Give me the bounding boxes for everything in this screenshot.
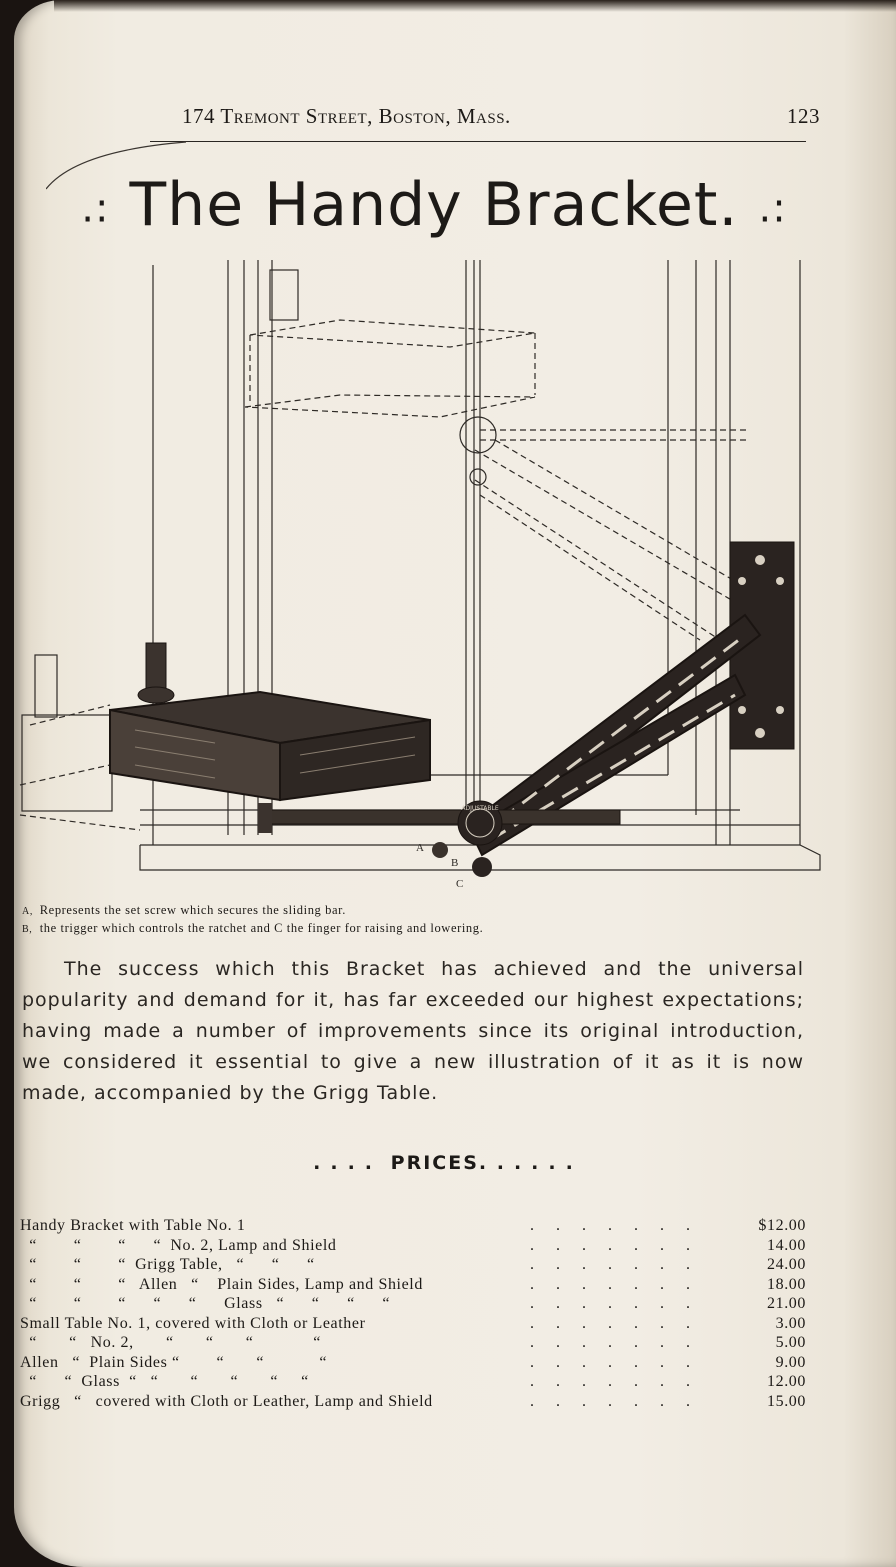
price-row [20,1333,810,1353]
page-edge-shadow [54,0,896,12]
heading-dots-right: ..... [496,1152,583,1174]
price-description: “ “ “ Grigg Table, “ “ “ [20,1256,315,1273]
price-row [20,1353,810,1373]
prices-heading-text: PRICES. [390,1152,489,1174]
title-ornament-right: .: [758,185,787,232]
price-row [20,1294,810,1314]
dot-leader: ....... [530,1217,712,1234]
price-row [20,1372,810,1392]
price-value: 12.00 [767,1373,806,1390]
dot-leader: ....... [530,1314,712,1332]
page-title [34,160,834,250]
heading-dots-left: .... [313,1152,383,1174]
page-number: 123 [787,104,820,128]
knob-text: ADJUSTABLE [461,805,499,812]
body-paragraph [22,954,804,1109]
price-description: Grigg “ covered with Cloth or Leather, Lamp and Shield [20,1392,433,1410]
dot-leader: ....... [530,1295,712,1312]
price-description: “ “ “ “ No. 2, Lamp and Shield [20,1236,337,1254]
price-value: 14.00 [767,1236,806,1254]
header-address: 174 Tremont Street, Boston, Mass. [182,104,511,128]
bracket-engraving [0,255,896,895]
running-header [164,100,824,136]
price-row [20,1275,810,1295]
dot-leader: ....... [530,1392,712,1410]
price-value: $12.00 [758,1217,806,1234]
caption-text: the trigger which controls the ratchet and C the finger for raising and lowering. [39,921,484,935]
caption-line [22,920,842,938]
price-description: “ “ “ Allen “ Plain Sides, Lamp and Shield [20,1275,423,1293]
price-value: 18.00 [767,1275,806,1293]
bracket-illustration [0,255,896,895]
price-description: “ “ “ “ “ Glass “ “ “ “ [20,1295,391,1312]
dot-leader: ....... [530,1275,712,1293]
price-value: 15.00 [767,1392,806,1410]
caption-line [22,902,842,920]
price-value: 3.00 [775,1314,806,1332]
title-ornament-left: .: [81,185,110,232]
price-value: 21.00 [767,1295,806,1312]
price-row [20,1216,810,1236]
price-description: Allen “ Plain Sides “ “ “ “ [20,1353,328,1371]
dot-leader: ....... [530,1334,712,1351]
caption-key: B, [22,924,33,935]
price-value: 5.00 [775,1334,806,1351]
prices-heading [0,1152,896,1174]
price-row [20,1236,810,1256]
dot-leader: ....... [530,1373,712,1390]
title-text: The Handy Bracket. [129,170,739,240]
price-value: 24.00 [767,1256,806,1273]
price-description: Handy Bracket with Table No. 1 [20,1217,246,1234]
price-description: Small Table No. 1, covered with Cloth or Leather [20,1314,366,1332]
price-description: “ “ No. 2, “ “ “ “ [20,1334,321,1351]
price-description: “ “ Glass “ “ “ “ “ “ [20,1373,309,1390]
dot-leader: ....... [530,1236,712,1254]
label-a: A [416,842,424,854]
illustration-caption [22,902,842,938]
price-value: 9.00 [775,1353,806,1371]
price-row [20,1255,810,1275]
dot-leader: ....... [530,1256,712,1273]
caption-text: Represents the set screw which secures the sliding bar. [39,903,346,917]
price-list [20,1216,810,1411]
caption-key: A, [22,906,33,917]
header-rule [150,141,806,142]
price-row [20,1314,810,1334]
label-b: B [451,857,459,869]
price-row [20,1392,810,1412]
label-c: C [456,878,464,890]
body-paragraph-text: The success which this Bracket has achieved and the universal popularity and demand for it, has far exceeded our highest expectations; having made a number of improvements since its original introduction, we considered it essential to give a new illustration of it as it is now made, accompanied by the Grigg Table. [22,958,804,1104]
dot-leader: ....... [530,1353,712,1371]
